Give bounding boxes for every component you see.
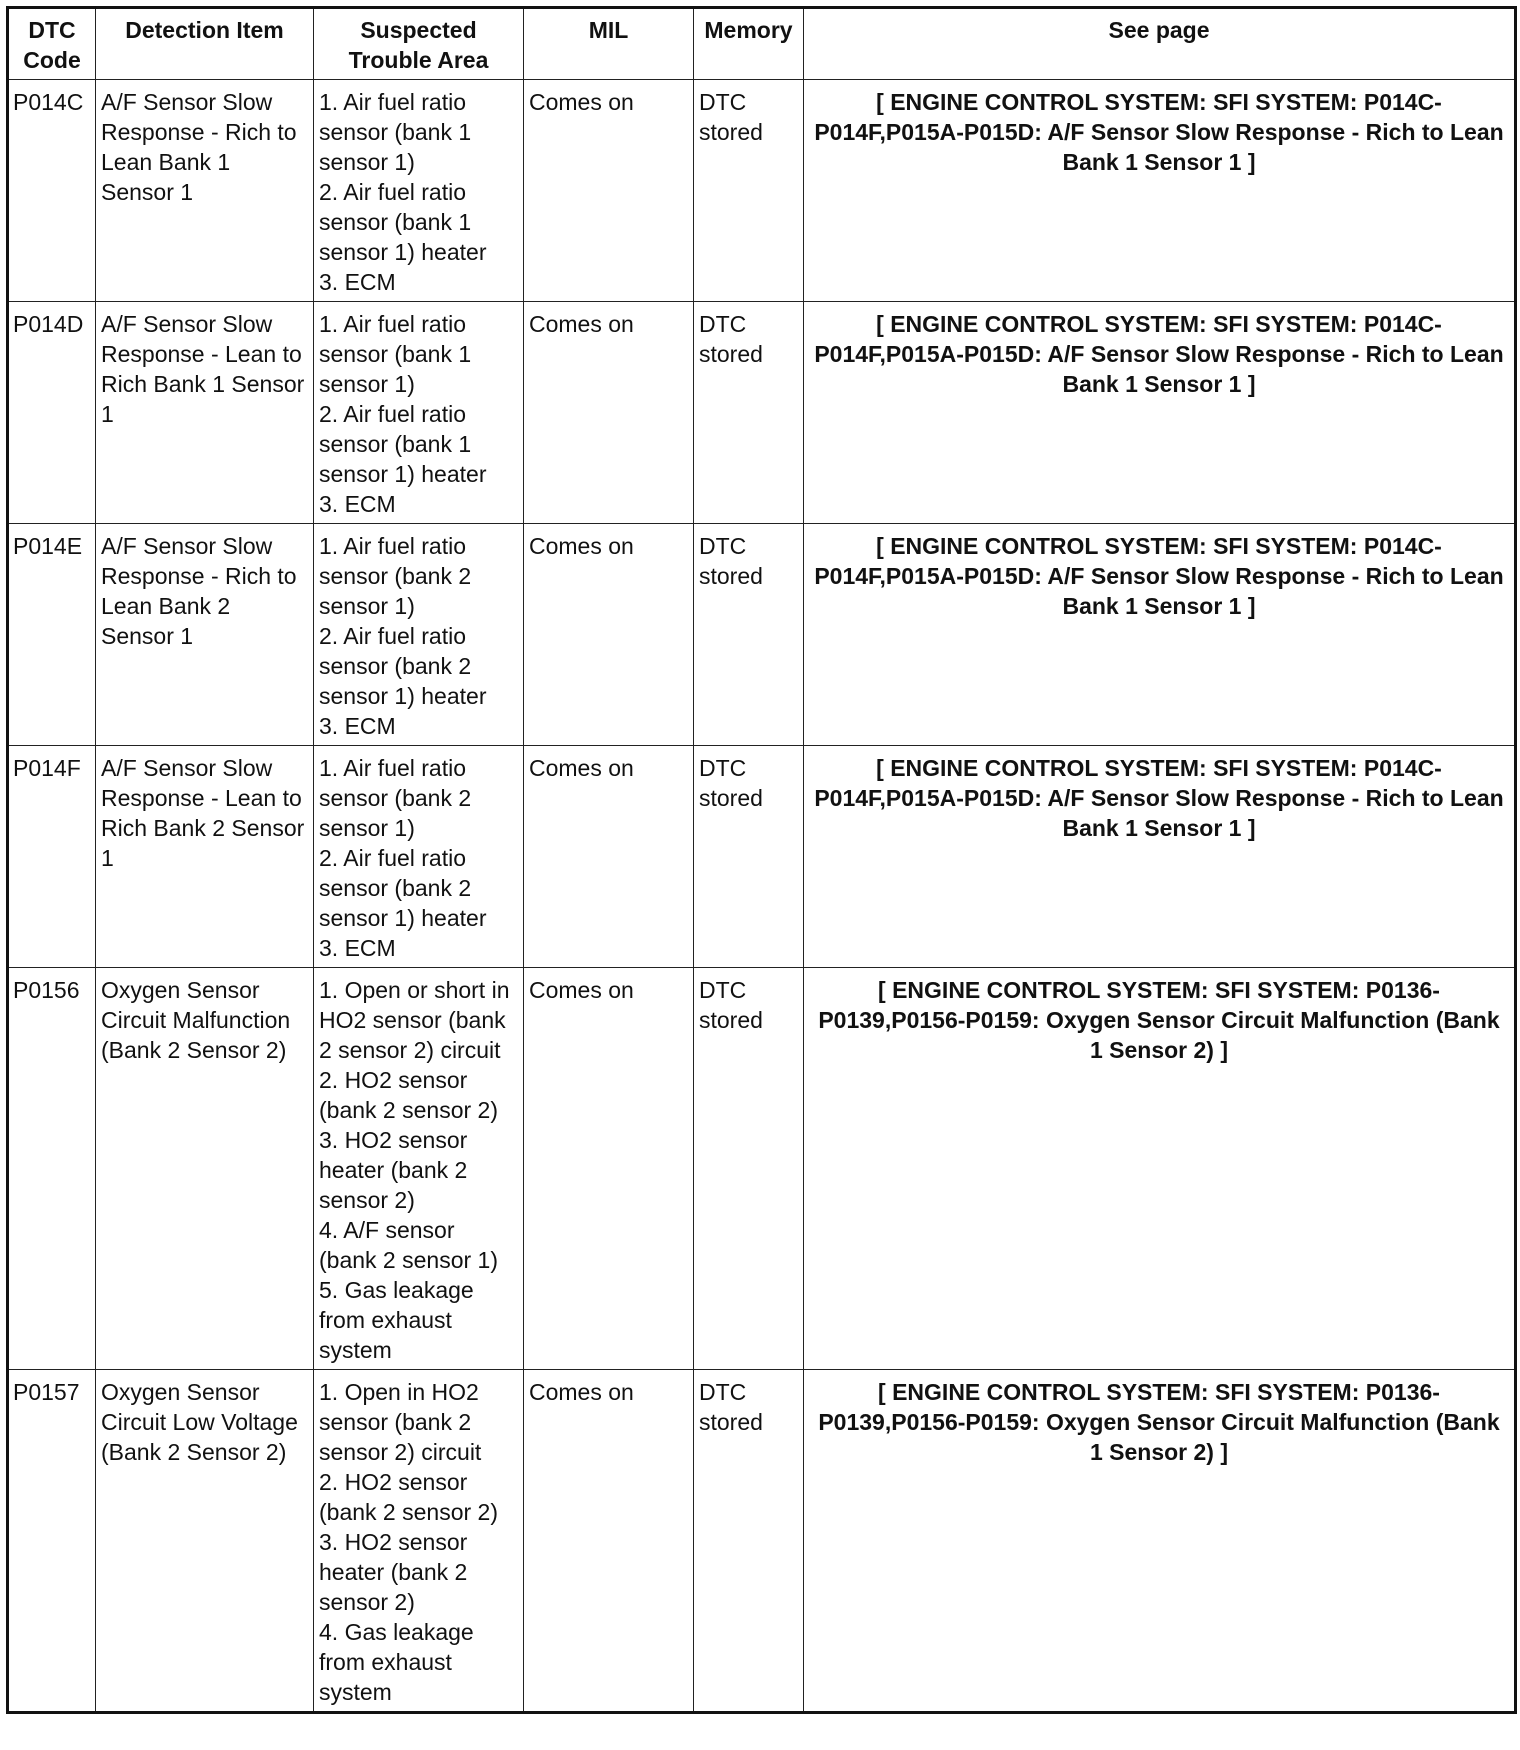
trouble-area-line: 1. Air fuel ratio sensor (bank 1 sensor 1) — [319, 311, 472, 397]
trouble-area-line: 3. HO2 sensor heater (bank 2 sensor 2) — [319, 1529, 468, 1615]
table-row — [8, 302, 1516, 524]
trouble-area-line: 3. ECM — [319, 491, 396, 517]
mil-status: Comes on — [524, 302, 694, 524]
table-row — [8, 524, 1516, 746]
trouble-area-line: 3. HO2 sensor heater (bank 2 sensor 2) — [319, 1127, 468, 1213]
mil-status: Comes on — [524, 524, 694, 746]
trouble-area-line: 4. Gas leakage from exhaust system — [319, 1619, 474, 1705]
see-page-link[interactable]: [ ENGINE CONTROL SYSTEM: SFI SYSTEM: P0136-P0139,P0156-P0159: Oxygen Sensor Circuit Malfunction (Bank 1 Sensor 2) ] — [804, 968, 1516, 1370]
trouble-area-line: 2. HO2 sensor (bank 2 sensor 2) — [319, 1469, 498, 1525]
dtc-code: P0156 — [8, 968, 96, 1370]
trouble-area-line: 2. Air fuel ratio sensor (bank 1 sensor 1) heater — [319, 179, 487, 265]
detection-item: Oxygen Sensor Circuit Low Voltage (Bank 2 Sensor 2) — [96, 1370, 314, 1713]
detection-item: A/F Sensor Slow Response - Lean to Rich Bank 2 Sensor 1 — [96, 746, 314, 968]
header-suspected-trouble-area: Suspected Trouble Area — [314, 8, 524, 80]
table-row — [8, 1370, 1516, 1713]
mil-status: Comes on — [524, 968, 694, 1370]
detection-item: A/F Sensor Slow Response - Rich to Lean Bank 1 Sensor 1 — [96, 80, 314, 302]
see-page-link[interactable]: [ ENGINE CONTROL SYSTEM: SFI SYSTEM: P014C-P014F,P015A-P015D: A/F Sensor Slow Response - Rich to Lean Bank 1 Sensor 1 ] — [804, 302, 1516, 524]
trouble-area-line: 1. Open or short in HO2 sensor (bank 2 sensor 2) circuit — [319, 977, 510, 1063]
header-mil: MIL — [524, 8, 694, 80]
header-memory: Memory — [694, 8, 804, 80]
header-dtc-code: DTC Code — [8, 8, 96, 80]
header-see-page: See page — [804, 8, 1516, 80]
header-detection-item: Detection Item — [96, 8, 314, 80]
trouble-area-line: 3. ECM — [319, 269, 396, 295]
mil-status: Comes on — [524, 80, 694, 302]
table-row — [8, 80, 1516, 302]
dtc-code: P014E — [8, 524, 96, 746]
suspected-trouble-area — [314, 968, 524, 1370]
memory-status: DTC stored — [694, 524, 804, 746]
suspected-trouble-area — [314, 80, 524, 302]
dtc-code: P014F — [8, 746, 96, 968]
suspected-trouble-area — [314, 746, 524, 968]
trouble-area-line: 2. Air fuel ratio sensor (bank 2 sensor 1) heater — [319, 845, 487, 931]
trouble-area-line: 3. ECM — [319, 935, 396, 961]
trouble-area-line: 4. A/F sensor (bank 2 sensor 1) — [319, 1217, 498, 1273]
dtc-code: P014D — [8, 302, 96, 524]
trouble-area-line: 1. Air fuel ratio sensor (bank 2 sensor 1) — [319, 533, 472, 619]
memory-status: DTC stored — [694, 968, 804, 1370]
mil-status: Comes on — [524, 746, 694, 968]
suspected-trouble-area — [314, 524, 524, 746]
detection-item: A/F Sensor Slow Response - Lean to Rich Bank 1 Sensor 1 — [96, 302, 314, 524]
table-header-row — [8, 8, 1516, 80]
trouble-area-line: 3. ECM — [319, 713, 396, 739]
trouble-area-line: 5. Gas leakage from exhaust system — [319, 1277, 474, 1363]
trouble-area-line: 2. HO2 sensor (bank 2 sensor 2) — [319, 1067, 498, 1123]
memory-status: DTC stored — [694, 80, 804, 302]
suspected-trouble-area — [314, 302, 524, 524]
trouble-area-line: 1. Air fuel ratio sensor (bank 2 sensor 1) — [319, 755, 472, 841]
table-row — [8, 746, 1516, 968]
see-page-link[interactable]: [ ENGINE CONTROL SYSTEM: SFI SYSTEM: P014C-P014F,P015A-P015D: A/F Sensor Slow Response - Rich to Lean Bank 1 Sensor 1 ] — [804, 80, 1516, 302]
see-page-link[interactable]: [ ENGINE CONTROL SYSTEM: SFI SYSTEM: P014C-P014F,P015A-P015D: A/F Sensor Slow Response - Rich to Lean Bank 1 Sensor 1 ] — [804, 524, 1516, 746]
suspected-trouble-area — [314, 1370, 524, 1713]
dtc-code: P0157 — [8, 1370, 96, 1713]
trouble-area-line: 2. Air fuel ratio sensor (bank 1 sensor 1) heater — [319, 401, 487, 487]
mil-status: Comes on — [524, 1370, 694, 1713]
memory-status: DTC stored — [694, 1370, 804, 1713]
table-row — [8, 968, 1516, 1370]
trouble-area-line: 1. Open in HO2 sensor (bank 2 sensor 2) circuit — [319, 1379, 482, 1465]
detection-item: Oxygen Sensor Circuit Malfunction (Bank 2 Sensor 2) — [96, 968, 314, 1370]
trouble-area-line: 2. Air fuel ratio sensor (bank 2 sensor 1) heater — [319, 623, 487, 709]
detection-item: A/F Sensor Slow Response - Rich to Lean Bank 2 Sensor 1 — [96, 524, 314, 746]
memory-status: DTC stored — [694, 302, 804, 524]
dtc-code: P014C — [8, 80, 96, 302]
dtc-table — [6, 6, 1517, 1714]
trouble-area-line: 1. Air fuel ratio sensor (bank 1 sensor 1) — [319, 89, 472, 175]
memory-status: DTC stored — [694, 746, 804, 968]
see-page-link[interactable]: [ ENGINE CONTROL SYSTEM: SFI SYSTEM: P0136-P0139,P0156-P0159: Oxygen Sensor Circuit Malfunction (Bank 1 Sensor 2) ] — [804, 1370, 1516, 1713]
see-page-link[interactable]: [ ENGINE CONTROL SYSTEM: SFI SYSTEM: P014C-P014F,P015A-P015D: A/F Sensor Slow Response - Rich to Lean Bank 1 Sensor 1 ] — [804, 746, 1516, 968]
